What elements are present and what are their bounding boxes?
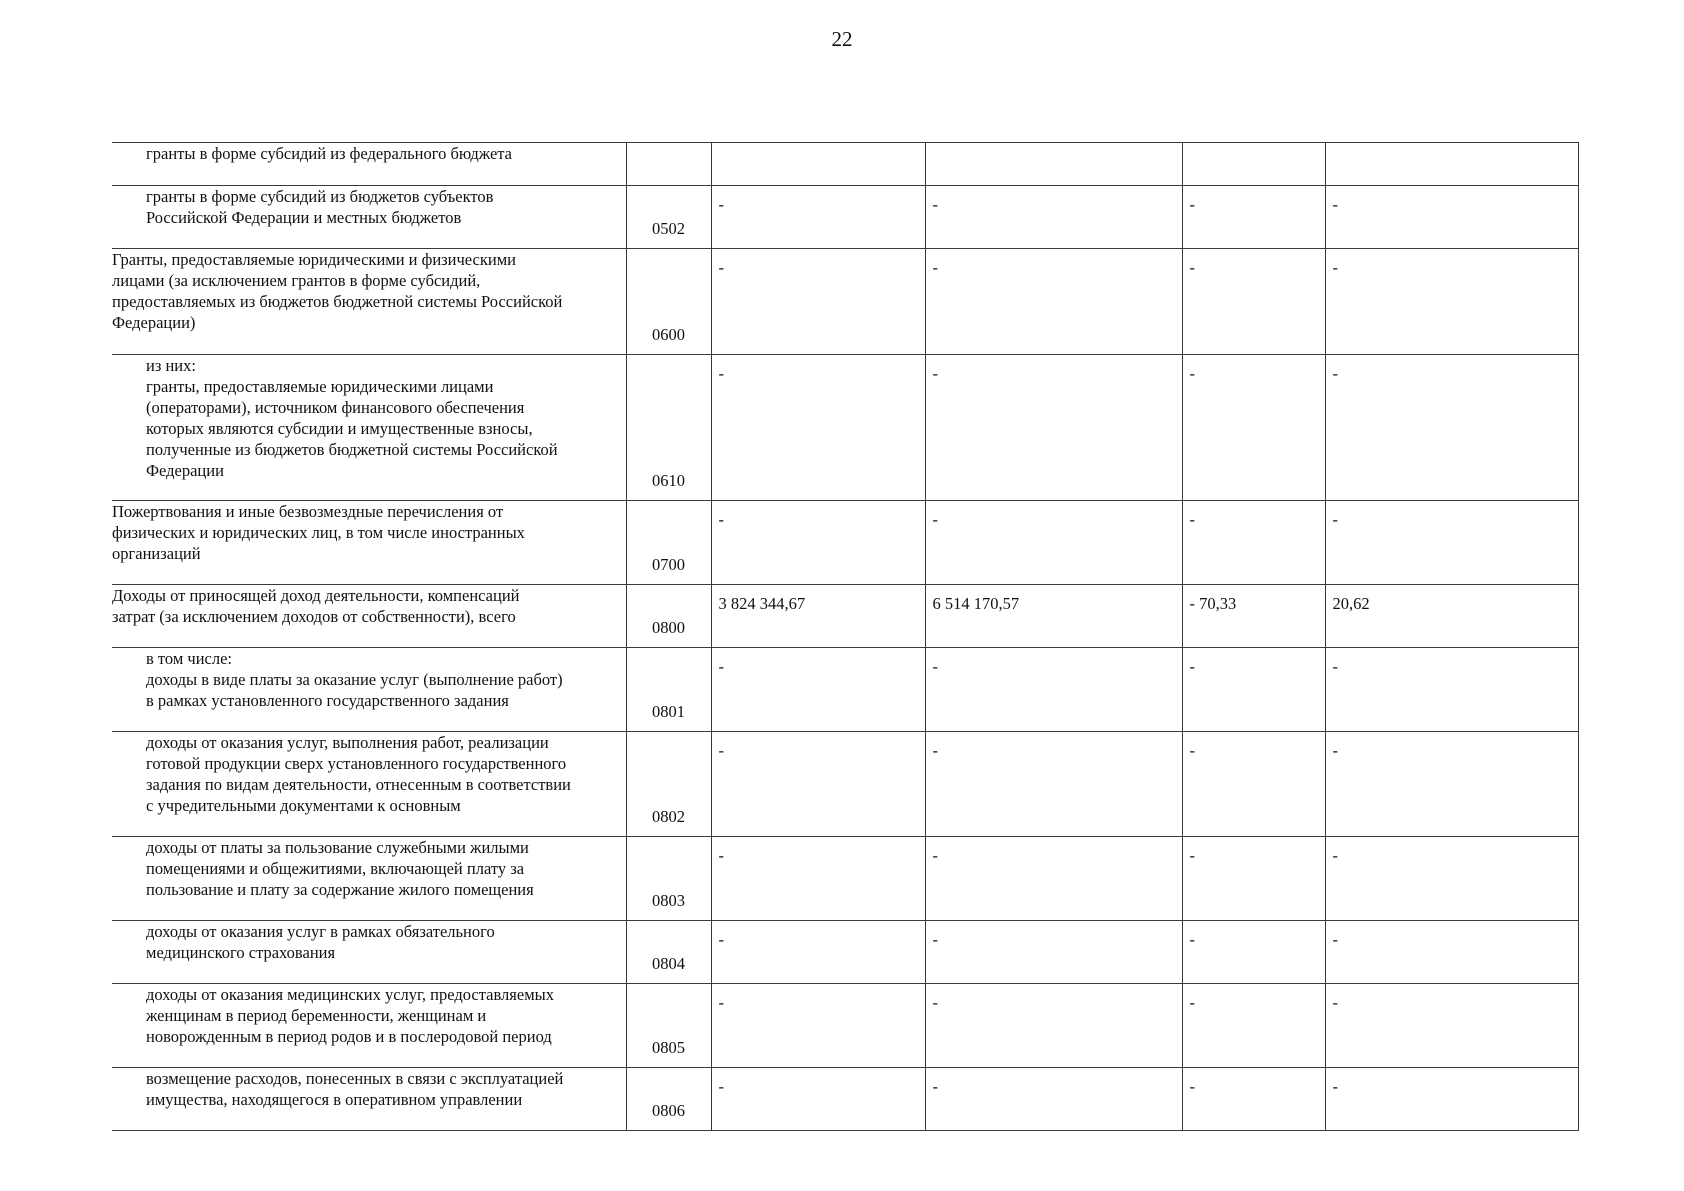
row-name-cell — [112, 1068, 626, 1131]
row-name-cell — [112, 249, 626, 355]
row-value-cell — [1325, 143, 1578, 186]
row-code-cell: 0502 — [626, 186, 711, 249]
row-name-line: доходы от оказания услуг в рамках обязательного — [146, 922, 495, 941]
row-name-line: из них: — [146, 356, 196, 375]
row-value-cell: - — [711, 984, 925, 1068]
row-name-cell — [112, 921, 626, 984]
row-value-cell: - — [1182, 648, 1325, 732]
row-name-line: задания по видам деятельности, отнесенным в соответствии — [146, 775, 571, 794]
row-name-line: пользование и плату за содержание жилого помещения — [146, 880, 534, 899]
row-value-cell: - — [1182, 186, 1325, 249]
row-code-cell: 0610 — [626, 355, 711, 501]
table-row — [112, 984, 1578, 1068]
row-name-line: физических и юридических лиц, в том числе иностранных — [112, 523, 525, 542]
row-value-cell: - — [711, 355, 925, 501]
row-code-cell: 0600 — [626, 249, 711, 355]
table-row — [112, 732, 1578, 837]
row-name-line: гранты в форме субсидий из федерального бюджета — [146, 144, 513, 163]
row-value-cell: - — [1325, 355, 1578, 501]
row-name-line: медицинского страхования — [146, 943, 336, 962]
row-value-cell: - — [711, 837, 925, 921]
row-value-cell: - — [1182, 355, 1325, 501]
row-name-line: с учредительными документами к основным — [146, 796, 461, 815]
row-name-line: доходы от оказания услуг, выполнения работ, реализации — [146, 733, 549, 752]
row-value-cell: - — [711, 732, 925, 837]
row-value-cell: - — [1325, 732, 1578, 837]
row-name-line: которых являются субсидии и имущественные взносы, — [146, 419, 533, 438]
row-name-line: доходы от платы за пользование служебными жилыми — [146, 838, 529, 857]
row-name-line: Доходы от приносящей доход деятельности, компенсаций — [112, 586, 520, 605]
income-table — [112, 142, 1579, 1131]
row-value-cell — [925, 143, 1182, 186]
row-name-line: организаций — [112, 544, 201, 563]
row-value-cell: - — [711, 921, 925, 984]
row-name-line: Федерации) — [112, 313, 196, 332]
row-code-cell: 0700 — [626, 501, 711, 585]
row-name-line: затрат (за исключением доходов от собственности), всего — [112, 607, 516, 626]
table-row — [112, 837, 1578, 921]
row-name-line: Российской Федерации и местных бюджетов — [146, 208, 462, 227]
row-value-cell: - — [925, 921, 1182, 984]
row-name-cell — [112, 732, 626, 837]
row-name-cell — [112, 186, 626, 249]
row-value-cell: - — [925, 1068, 1182, 1131]
row-name-line: лицами (за исключением грантов в форме субсидий, — [112, 271, 481, 290]
row-code-cell: 0804 — [626, 921, 711, 984]
row-value-cell: - — [1182, 501, 1325, 585]
row-code-cell: 0801 — [626, 648, 711, 732]
row-name-line: предоставляемых из бюджетов бюджетной системы Российской — [112, 292, 563, 311]
row-name-line: Федерации — [146, 461, 224, 480]
row-name-cell — [112, 984, 626, 1068]
row-name-line: Гранты, предоставляемые юридическими и физическими — [112, 250, 516, 269]
row-value-cell: - — [1182, 837, 1325, 921]
row-value-cell: - — [925, 186, 1182, 249]
row-name-cell — [112, 501, 626, 585]
row-value-cell: - — [1325, 501, 1578, 585]
row-name-cell — [112, 143, 626, 186]
row-name-line: Пожертвования и иные безвозмездные перечисления от — [112, 502, 504, 521]
row-name-cell — [112, 837, 626, 921]
row-code-cell: 0805 — [626, 984, 711, 1068]
row-value-cell: - — [1182, 1068, 1325, 1131]
row-name-line: в том числе: — [146, 649, 233, 668]
row-value-cell: - — [925, 648, 1182, 732]
row-value-cell: - 70,33 — [1182, 585, 1325, 648]
row-value-cell: - — [1182, 732, 1325, 837]
row-name-line: возмещение расходов, понесенных в связи с эксплуатацией — [146, 1069, 564, 1088]
row-value-cell: - — [711, 1068, 925, 1131]
row-name-line: имущества, находящегося в оперативном управлении — [146, 1090, 523, 1109]
row-name-line: доходы в виде платы за оказание услуг (выполнение работ) — [146, 670, 563, 689]
row-value-cell: - — [925, 249, 1182, 355]
table-row — [112, 585, 1578, 648]
row-name-line: доходы от оказания медицинских услуг, предоставляемых — [146, 985, 554, 1004]
row-value-cell: - — [925, 355, 1182, 501]
row-value-cell: - — [1325, 837, 1578, 921]
row-value-cell: - — [925, 837, 1182, 921]
table-row — [112, 1068, 1578, 1131]
row-name-line: новорожденным в период родов и в послеродовой период — [146, 1027, 552, 1046]
row-name-line: помещениями и общежитиями, включающей плату за — [146, 859, 525, 878]
row-value-cell: 6 514 170,57 — [925, 585, 1182, 648]
table-row — [112, 249, 1578, 355]
page-number: 22 — [831, 27, 853, 51]
row-value-cell: - — [1325, 1068, 1578, 1131]
row-value-cell — [1182, 143, 1325, 186]
table-row — [112, 648, 1578, 732]
row-value-cell: - — [1325, 249, 1578, 355]
row-value-cell: - — [925, 501, 1182, 585]
row-name-line: (операторами), источником финансового обеспечения — [146, 398, 525, 417]
row-value-cell: - — [925, 732, 1182, 837]
row-name-line: в рамках установленного государственного задания — [146, 691, 509, 710]
table-row — [112, 143, 1578, 186]
row-value-cell: - — [1182, 984, 1325, 1068]
row-value-cell: - — [1182, 921, 1325, 984]
row-value-cell: - — [925, 984, 1182, 1068]
row-value-cell: - — [1182, 249, 1325, 355]
row-name-line: готовой продукции сверх установленного государственного — [146, 754, 567, 773]
row-name-cell — [112, 355, 626, 501]
row-code-cell — [626, 143, 711, 186]
row-code-cell: 0803 — [626, 837, 711, 921]
row-value-cell: - — [711, 186, 925, 249]
row-code-cell: 0800 — [626, 585, 711, 648]
row-name-line: гранты, предоставляемые юридическими лицами — [146, 377, 494, 396]
row-value-cell: - — [711, 648, 925, 732]
row-name-cell — [112, 648, 626, 732]
row-name-line: гранты в форме субсидий из бюджетов субъектов — [146, 187, 494, 206]
table-body — [112, 143, 1578, 1131]
table-row — [112, 186, 1578, 249]
row-name-cell — [112, 585, 626, 648]
row-value-cell: - — [1325, 921, 1578, 984]
table-row — [112, 501, 1578, 585]
row-value-cell: - — [711, 249, 925, 355]
row-value-cell: 20,62 — [1325, 585, 1578, 648]
row-value-cell: - — [1325, 186, 1578, 249]
row-code-cell: 0806 — [626, 1068, 711, 1131]
row-value-cell: 3 824 344,67 — [711, 585, 925, 648]
row-value-cell: - — [1325, 648, 1578, 732]
row-value-cell — [711, 143, 925, 186]
row-name-line: полученные из бюджетов бюджетной системы Российской — [146, 440, 558, 459]
table-row — [112, 355, 1578, 501]
table-row — [112, 921, 1578, 984]
row-code-cell: 0802 — [626, 732, 711, 837]
row-name-line: женщинам в период беременности, женщинам и — [146, 1006, 487, 1025]
row-value-cell: - — [1325, 984, 1578, 1068]
row-value-cell: - — [711, 501, 925, 585]
